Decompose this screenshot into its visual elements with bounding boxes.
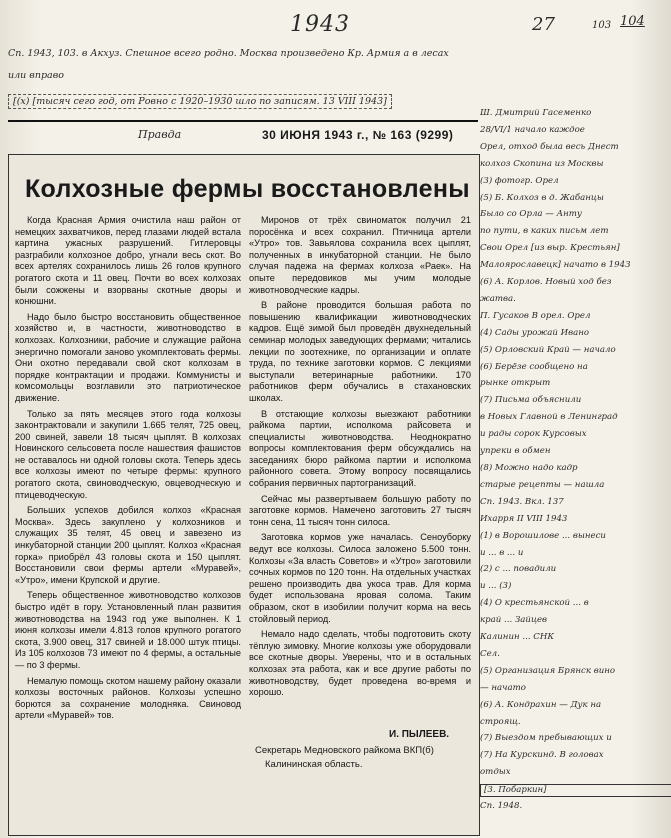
paragraph: Сейчас мы развертываем большую работу по заготовке кормов. Намечено заготовить 27 тысяч тонн сена, 11 тысяч тонн силоса. (249, 493, 471, 527)
margin-note: [3. Побаркин] (480, 784, 671, 797)
number-handwritten: 27 (532, 14, 555, 35)
margin-note: Было со Орла — Анту (480, 209, 582, 220)
margin-note: (3) фотогр. Орел (480, 175, 559, 186)
margin-note: (2) с ... повадили (480, 564, 557, 575)
year-handwritten: 1943 (290, 12, 350, 37)
margin-note: Ихарря II VIII 1943 (480, 513, 568, 524)
margin-note: Ш. Дмитрий Гасеменко (480, 108, 592, 118)
paragraph: Больших успехов добился колхоз «Красная Москва». Здесь закуплено у колхозников и служащих 35 телят, 45 овец и завезено из инкубаторной станции 200 цыплят. Колхоз «Красная горка» приобрёл 43 головы скота и 150 цыплят. Восстановили свои фермы артели «Муравей», «Утро», имени Крупской и другие. (15, 505, 241, 585)
page-ref: 104 (620, 14, 645, 29)
margin-note: (4) Сады урожай Ивано (480, 327, 590, 338)
margin-note: Свои Орел [из выр. Крестьян] (480, 243, 620, 254)
margin-note: (6) А. Корлов. Новый ход без (480, 277, 612, 288)
margin-note: Малоярославецк] начато в 1943 (480, 260, 631, 271)
newspaper-dateline: 30 ИЮНЯ 1943 г., № 163 (9299) (262, 128, 454, 142)
margin-note: (7) На Курскинд. В головах (480, 750, 604, 761)
article-author-region: Калининская область. (265, 759, 363, 770)
margin-note: (1) в Ворошилове ... вынеси (480, 530, 606, 541)
paragraph: Немалую помощь скотом нашему району оказали колхозы восточных районов. Колхозы успешно борются за сохранение молодняка. Свиновод артели «Муравей» тов. (15, 675, 241, 721)
margin-note: П. Гусаков В орел. Орел (480, 310, 591, 321)
margin-note: (8) Можно надо кадр (480, 463, 578, 473)
newspaper-name-handwritten: Правда (138, 128, 182, 141)
margin-note: (6) А. Кондрахин — Дук на (480, 699, 602, 710)
paragraph: Когда Красная Армия очистила наш район от немецких захватчиков, перед глазами людей встала картина ужасных разрушений. Гитлеровцы разграбили колхозное добро, угнали весь скот. Во всех артелях сохранилось лишь 26 голов крупного рогатого скота и 11 овец. Почти во всех колхозах были сожжены и взорваны скотные дворы и конюшни. (15, 215, 241, 307)
margin-note: (5) Б. Колхоз в д. Жабанцы (480, 192, 604, 203)
margin-note: (6) Берёзе сообщено на (480, 361, 588, 372)
paragraph: В отстающие колхозы выезжают работники райкома партии, исполкома райсовета и специалисты животноводства. Неоднократно вопросы комплектования ферм обсуждались на заседаниях бюро райкома партии и исполкома районного совета. Этому вопросу посвящались собрания первичных партогранизаций. (249, 408, 471, 489)
margin-note: Сп. 1943. Вкл. 137 (480, 496, 564, 507)
article-column-left (15, 215, 241, 726)
page-ref-small: 103 (592, 20, 612, 31)
margin-note: строящ. (480, 716, 521, 727)
margin-note: 28/VI/1 начало каждое (480, 124, 585, 135)
margin-note: Сел. (480, 648, 500, 659)
margin-note: в Новых Главной в Ленинград (480, 412, 618, 423)
margin-note: (5) Организация Брянск вино (480, 665, 616, 676)
margin-note: отдых (480, 767, 511, 778)
article-headline: Колхозные фермы восстановлены (25, 175, 470, 203)
article-author-title: Секретарь Медновского райкома ВКП(б) (255, 745, 434, 756)
top-note-line-3: [(x) [тысяч сего год, от Ровно с 1920–1930 шло по записям. 13 VIII 1943] (8, 94, 392, 109)
top-note-line-1: Сп. 1943, 103. в Акхуз. Спешное всего родно. Москва произведено Кр. Армия а в лесах (8, 48, 449, 59)
margin-note: (4) О крестьянской ... в (480, 598, 589, 609)
margin-note: край ... Зайцев (480, 615, 548, 626)
margin-note: (5) Орловский Край — начало (480, 344, 616, 355)
paragraph: Надо было быстро восстановить общественное хозяйство и, в частности, животноводство в колхозах. Колхозники, рабочие и служащие района энергично помогали заново укомплектовать фермы. Они охотно передавали свой скот колхозам в порядке контрактации и продажи. Коммунисты и комсомольцы возглавили это патриотическое движение. (15, 311, 241, 403)
margin-note: и рады сорок Курсовых (480, 429, 587, 440)
margin-note: по пути, в каких письм лет (480, 226, 609, 237)
paragraph: Заготовка кормов уже началась. Сеноуборку ведут все колхозы. Силоса заложено 5.500 тонн. Колхозы «За власть Советов» и «Утро» заготовили сочных кормов по 120 тонн. На отдельных участках решено производить два укоса трав. Для корма будет использована яровая солома. Таким образом, скот в изобилии получит корма на весь стойловый период. (249, 532, 471, 624)
article-author: И. ПЫЛЕЕВ. (389, 729, 450, 740)
margin-note: старые рецепты — нашла (480, 479, 605, 490)
margin-note: Сп. 1948. (480, 801, 523, 812)
margin-note: (7) Письма объяснили (480, 395, 582, 406)
article-column-right (249, 215, 471, 703)
margin-note: Калинин ... СНК (480, 632, 555, 643)
margin-note: и ... в ... и (480, 547, 524, 558)
margin-note: — начато (480, 682, 526, 693)
margin-note: жатва. (480, 293, 516, 304)
margin-note: упреки в обмен (480, 446, 551, 457)
top-note-line-2: или вправо (8, 70, 64, 81)
margin-note: (7) Выездом пребывающих и (480, 733, 612, 744)
paragraph: Миронов от трёх свиноматок получил 21 поросёнка и всех сохранил. Птичница артели «Утро» тов. Завьялова сохранила всех цыплят, полученных в инкубаторной станции. Не было случая падежа на фермах колхоза «Раек». На опыте передовиков мы учим молодые животноводческие кадры. (249, 215, 471, 295)
margin-note: колхоз Скопина из Москвы (480, 158, 604, 169)
margin-note: рынке открыт (480, 378, 551, 389)
newspaper-clipping (8, 154, 480, 836)
margin-note: и ... (3) (480, 581, 512, 592)
paragraph: Теперь общественное животноводство колхозов быстро идёт в гору. Установленный план развития животноводства на 1943 год уже выполнен. К 1 июня колхозы имели 4.813 голов крупного рогатого скота, 3.900 овец, 317 свиней и 18.000 штук птицы. Из 105 колхозов 73 имеют по 4 фермы, а остальные — по 3 фермы. (15, 590, 241, 670)
margin-notes (480, 108, 668, 833)
margin-note: Орел, отход была весь Днест (480, 141, 619, 152)
paragraph: Немало надо сделать, чтобы подготовить скоту тёплую зимовку. Многие колхозы уже оборудовали все скотные дворы. Уверены, что и в остальных колхозах эта работа, как и все другие работы по животноводству, будет проведена во-время и хорошо. (249, 629, 471, 698)
paragraph: Только за пять месяцев этого года колхозы законтрактовали и закупили 1.665 телят, 725 овец, 200 свиней, завели 18 тысяч цыплят. В колхозах Новинского сельсовета после нашествия фашистов не оставалось ни одной головы скота. Теперь здесь все колхозы имеют по четыре фермы: крупного рогатого скота, свиноводческую, овцеводческую и птицеводческую. (15, 408, 241, 500)
paragraph: В районе проводится большая работа по повышению квалификации животноводческих кадров. Ещё зимой был проведён двухнедельный семинар молодых заведующих фермами; читались лекции по зоотехнике, по организации и оплате труда, по технике заготовки кормов. С лекциями выступали ветеринарные работники. 170 работников ферм обучались в стахановских школах. (249, 300, 471, 403)
